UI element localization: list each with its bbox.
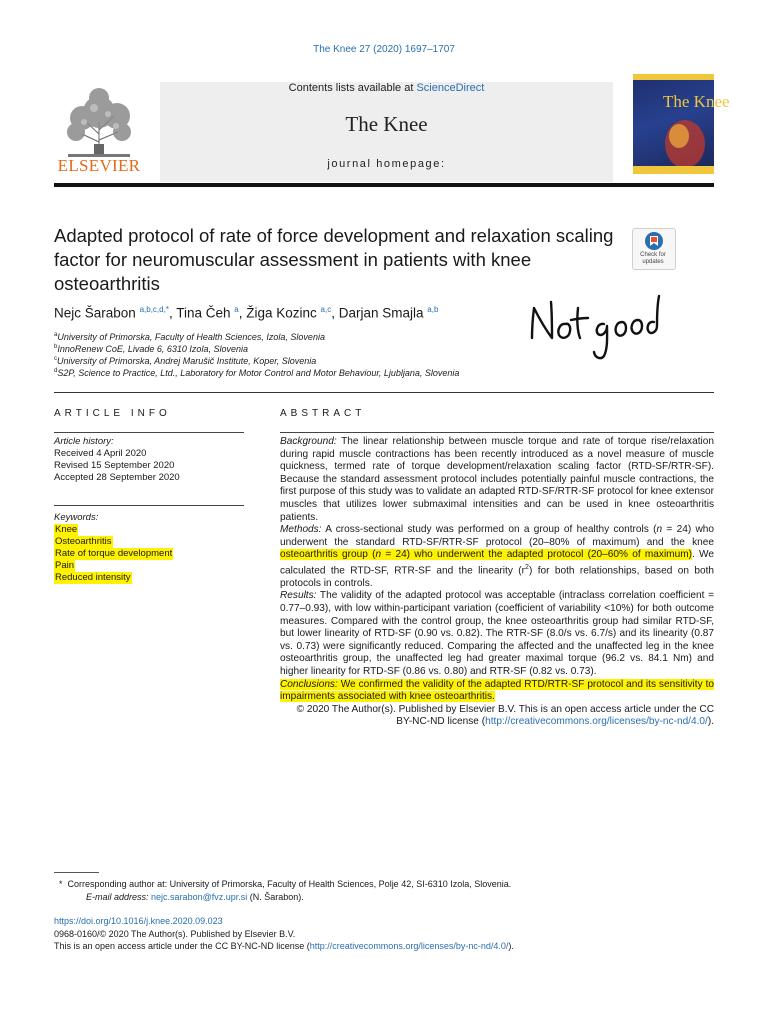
copyright-text: ).: [707, 716, 714, 728]
methods-highlight-b: = 24) who underwent the adapted protocol (20–60% of maximum): [381, 549, 692, 561]
keywords-rule: [54, 505, 244, 506]
abstract-background: [280, 436, 714, 524]
results-text: The validity of the adapted protocol was acceptable (intraclass correlation coefficient = 0.77–0.93), with low within-participant variation (coefficient of variability <10%) for both outcome measures. Compared with the control group, the knee osteoarthritis group had similar RTD-SF, but lower linearity of RTD-SF (0.90 vs. 0.82). The RTR-SF (8.0/s vs. 6.7/s) and its linearity (0.87 vs. 0.73) were significantly reduced. Comparing the affected and the unaffected leg in the knee osteoarthritis group, the unaffected leg had greater maximal torque (96.2 vs. 84.1 Nm) and higher linearity for RTD-SF (0.86 vs. 0.80) and RTR-SF (0.82 vs. 0.73).: [280, 590, 714, 678]
background-label: Background:: [280, 436, 337, 447]
history-label: Article history:: [54, 436, 114, 447]
affiliation-b: [54, 344, 248, 354]
n-symbol: n: [656, 524, 663, 536]
cover-title: The Knee: [663, 92, 730, 111]
abstract-rule: [280, 432, 714, 433]
open-access-text: ).: [508, 941, 514, 951]
keywords-label: Keywords:: [54, 512, 99, 523]
affiliation-c: [54, 356, 316, 366]
footnote-rule: [54, 872, 99, 873]
author-name[interactable]: Nejc Šarabon: [54, 305, 136, 321]
keyword-item[interactable]: Osteoarthritis: [55, 536, 112, 547]
author-affiliation-marker[interactable]: a: [234, 305, 239, 314]
cover-art-icon: [633, 74, 714, 174]
keyword-item[interactable]: Reduced intensity: [55, 572, 131, 583]
conclusions-label: Conclusions:: [280, 678, 338, 690]
copyright-text: © 2020 The Author(s). Published by Elsevier B.V. This is an open access article under the CC BY-NC-ND license (: [296, 703, 714, 728]
r-squared-superscript: 2: [525, 563, 529, 571]
doi-link[interactable]: https://doi.org/10.1016/j.knee.2020.09.023: [54, 916, 223, 926]
email-link[interactable]: nejc.sarabon@fvz.upr.si: [151, 892, 248, 902]
sciencedirect-link[interactable]: ScienceDirect: [416, 82, 485, 94]
email-label: E-mail address:: [86, 892, 149, 902]
conclusions-text: We confirmed the validity of the adapted RTD/RTR-SF protocol and its sensitivity to impairments associated with knee osteoarthritis.: [280, 678, 714, 703]
contents-line: [160, 82, 613, 94]
check-for-updates-label: Check for updates: [640, 252, 666, 265]
bookmark-icon: [633, 229, 675, 253]
affiliation-d: [54, 368, 459, 378]
article-info-rule: [54, 432, 244, 433]
journal-citation[interactable]: The Knee 27 (2020) 1697–1707: [313, 44, 455, 55]
methods-highlight-a: osteoarthritis group (: [280, 549, 376, 561]
accepted-date: Accepted 28 September 2020: [54, 472, 180, 483]
open-access-text: This is an open access article under the CC BY-NC-ND license (: [54, 941, 310, 951]
abstract-copyright: [280, 704, 714, 729]
methods-text: A cross-sectional study was performed on a group of healthy controls (: [321, 524, 657, 536]
received-date: Received 4 April 2020: [54, 448, 147, 459]
footer-license-link[interactable]: http://creativecommons.org/licenses/by-nc-nd/4.0/: [309, 941, 509, 951]
affiliation-marker: c: [54, 356, 57, 362]
abstract-conclusions: [280, 679, 714, 704]
affiliation-text: University of Primorska, Andrej Marušič Institute, Koper, Slovenia: [57, 356, 317, 366]
doi-line: [54, 915, 223, 927]
corresponding-text: Corresponding author at: University of Primorska, Faculty of Health Sciences, Polje 42, SI-6310 Izola, Slovenia.: [67, 879, 512, 889]
journal-name: The Knee: [345, 112, 428, 136]
methods-text: ) for both relationships, based on both protocols in controls.: [280, 565, 714, 589]
open-access-line: [54, 940, 514, 952]
header-rule: [54, 183, 714, 187]
journal-cover-image[interactable]: [633, 74, 714, 174]
affiliation-a: [54, 332, 325, 342]
keyword-item[interactable]: Pain: [55, 560, 75, 571]
methods-label: Methods:: [280, 524, 322, 536]
article-info-heading: ARTICLE INFO: [54, 408, 171, 419]
revised-date: Revised 15 September 2020: [54, 460, 175, 471]
methods-text: . We calculated the RTD-SF, RTR-SF and the linearity (r: [280, 549, 714, 577]
author-affiliation-marker[interactable]: a,b: [427, 305, 439, 314]
handwritten-not-good-note: [526, 290, 666, 362]
abstract-heading: ABSTRACT: [280, 408, 366, 419]
article-title: Adapted protocol of rate of force development and relaxation scaling factor for neuromuscular assessment in patients with knee osteoarthritis: [54, 225, 614, 294]
highlighted-methods-text: [280, 549, 692, 560]
issn-line: 0968-0160/© 2020 The Author(s). Published by Elsevier B.V.: [54, 929, 296, 939]
author-affiliation-marker[interactable]: a,b,c,d,*: [139, 305, 169, 314]
abstract-methods: [280, 524, 714, 590]
email-note: [86, 891, 304, 903]
author-name[interactable]: Žiga Kozinc: [246, 305, 317, 321]
author-affiliation-marker[interactable]: a,c: [320, 305, 332, 314]
methods-text: = 24) who underwent the standard RTD-SF/RTR-SF protocol (20–80% of maximum) and the knee: [280, 524, 714, 548]
keyword-item[interactable]: Rate of torque development: [55, 548, 173, 559]
corresponding-author-note: [54, 878, 511, 890]
email-suffix: (N. Šarabon).: [247, 892, 304, 902]
highlighted-conclusions: [280, 679, 714, 703]
affiliation-marker: a: [54, 332, 58, 338]
background-text: The linear relationship between muscle torque and rate of torque rise/relaxation during rapid muscle contractions has been recently introduced as a novel measure of muscle quickness, termed rate of torque development/relaxation scaling factor (RTD-SF/RTR-SF). Because the standard assessment protocol includes potentially painful muscle contractions, the first purpose of this study was to validate an adapted RTD-SF/RTR-SF protocol for knee extensor muscles that utilizes lower submaximal intensities and can be used in knee osteoarthritis patients.: [280, 436, 714, 523]
abstract-results: [280, 590, 714, 678]
author-name[interactable]: Tina Čeh: [176, 305, 231, 321]
affiliation-text: InnoRenew CoE, Livade 6, 6310 Izola, Slovenia: [57, 344, 248, 354]
license-link[interactable]: http://creativecommons.org/licenses/by-nc-nd/4.0/: [485, 716, 708, 728]
elsevier-wordmark: ELSEVIER: [57, 156, 141, 175]
author-list: Nejc Šarabon $^{a,b,c,d,*}$, Tina Čeh $^a$, Žiga Kozinc $^{a,c}$, Darjan Smajla $^{a,b}$: [54, 305, 439, 321]
affiliation-marker: b: [54, 344, 58, 350]
n-symbol: n: [375, 549, 382, 561]
results-label: Results:: [280, 590, 317, 602]
section-rule: [54, 392, 714, 393]
keyword-item[interactable]: Knee: [55, 524, 78, 535]
author-name[interactable]: Darjan Smajla: [338, 305, 424, 321]
abstract-body: [280, 436, 714, 729]
affiliation-text: University of Primorska, Faculty of Health Sciences, Izola, Slovenia: [57, 332, 325, 342]
asterisk-marker: *: [59, 879, 63, 889]
affiliation-text: S2P, Science to Practice, Ltd., Laboratory for Motor Control and Motor Behaviour, Ljubljana, Slovenia: [57, 368, 460, 378]
contents-prefix: Contents lists available at: [288, 82, 417, 94]
journal-homepage-label[interactable]: journal homepage:: [327, 158, 446, 170]
affiliation-marker: d: [54, 368, 58, 374]
